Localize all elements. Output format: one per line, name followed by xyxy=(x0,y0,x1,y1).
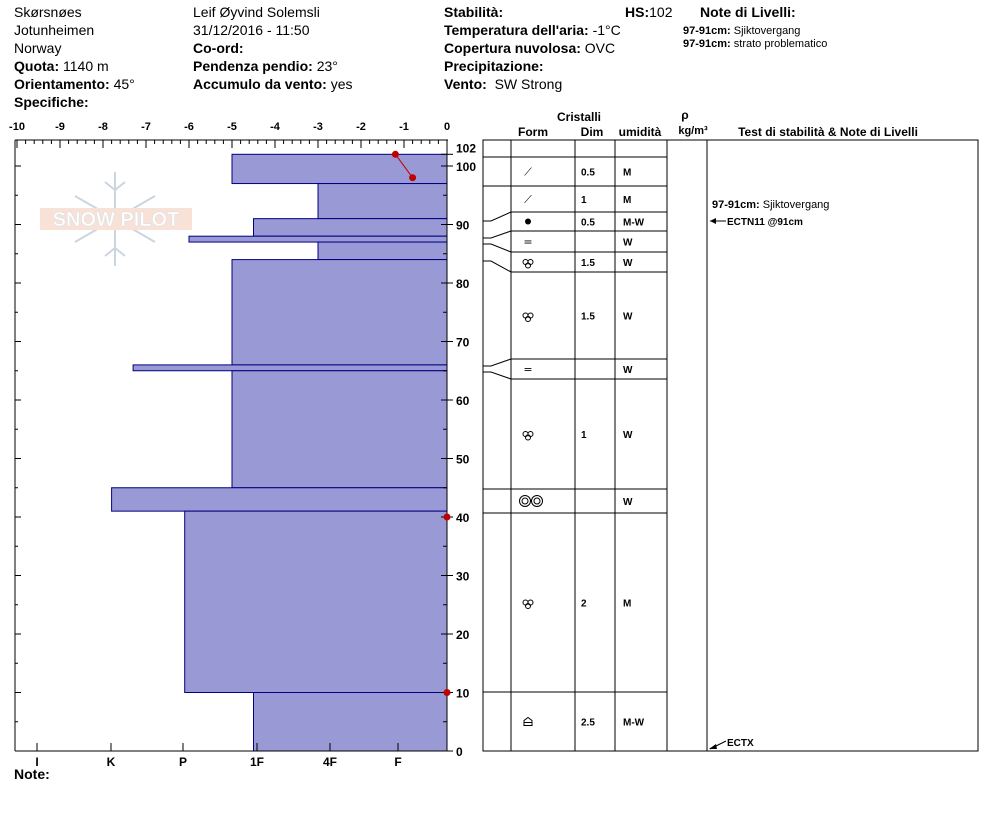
logo-text: SNOW PILOT xyxy=(52,209,180,231)
crystals-header: Cristalli xyxy=(556,110,602,124)
temp-tick-label-9: -1 xyxy=(399,121,409,133)
temp-marker-1 xyxy=(444,689,451,696)
hardness-tick-label-1: K xyxy=(106,755,116,769)
temp-tick-label-8: -2 xyxy=(356,121,366,133)
hardness-bar-8 xyxy=(112,488,447,511)
air-temperature: Temperatura dell'aria: -1°C xyxy=(444,22,621,38)
crystal-size-9: 2 xyxy=(581,598,587,610)
grain-circle xyxy=(526,435,531,440)
table-frame xyxy=(483,140,978,751)
grain-circle xyxy=(528,260,533,265)
crystal-form-icon-8 xyxy=(520,496,543,507)
height-tick-label-8: 80 xyxy=(456,277,470,291)
temp-tick-label-2: -8 xyxy=(98,121,108,133)
height-tick-label-4: 40 xyxy=(456,511,470,525)
hardness-bar-6 xyxy=(133,365,447,371)
cloud-cover: Copertura nuvolosa: OVC xyxy=(444,40,616,56)
crystal-form-icon-2 xyxy=(525,219,531,225)
temperature-point-1 xyxy=(409,174,416,181)
arrow-left-icon xyxy=(709,744,717,749)
height-tick-label-10: 100 xyxy=(456,160,477,174)
observer-name: Leif Øyvind Solemsli xyxy=(193,4,320,20)
temperature-point-0 xyxy=(392,151,399,158)
temp-tick-label-1: -9 xyxy=(55,121,65,133)
snow-pilot-logo xyxy=(40,172,192,266)
temp-tick-label-0: -10 xyxy=(9,121,25,133)
height-tick-label-1: 10 xyxy=(456,686,470,701)
crystal-form-icon-10 xyxy=(524,718,532,726)
height-tick-label-2: 20 xyxy=(456,628,470,642)
layer-notes-title: Note di Livelli: xyxy=(700,4,796,20)
temp-tick-label-3: -7 xyxy=(141,121,151,133)
crystal-form-icon-7 xyxy=(523,432,533,441)
hardness-tick-label-5: F xyxy=(394,755,402,769)
cup-shape xyxy=(524,718,532,726)
temp-tick-label-5: -5 xyxy=(227,121,237,133)
precipitation-label: Precipitazione: xyxy=(444,58,544,74)
grain-circle xyxy=(526,317,531,322)
crystal-form-icon-1: ⟋ xyxy=(524,193,532,206)
stability-note-layer xyxy=(712,199,829,211)
note-label: Note: xyxy=(14,766,50,782)
crystal-form-icon-0: ⟋ xyxy=(524,165,532,179)
dim-header: Dim xyxy=(580,125,604,139)
height-tick-label-11: 102 xyxy=(456,141,477,156)
crystal-size-0: 0.5 xyxy=(581,167,595,179)
height-tick-label-3: 30 xyxy=(456,569,470,584)
hardness-bar-7 xyxy=(232,371,447,488)
hardness-bar-5 xyxy=(232,260,447,365)
coordinates-label: Co-ord: xyxy=(193,40,244,56)
snow-height: HS:102 xyxy=(625,4,673,20)
wetness-value-10: M-W xyxy=(623,717,645,729)
wind: Vento: SW Strong xyxy=(444,76,563,92)
wetness-value-4: W xyxy=(623,258,633,269)
form-header: Form xyxy=(518,125,548,139)
density-unit: kg/m³ xyxy=(678,125,708,137)
hardness-bar-9 xyxy=(185,511,447,692)
crystal-size-10: 2.5 xyxy=(581,717,595,729)
grain-circle xyxy=(528,432,533,437)
layer-connector-4 xyxy=(483,244,511,252)
crystal-size-4: 1.5 xyxy=(581,258,595,269)
round-outer xyxy=(532,496,543,507)
observation-datetime: 31/12/2016 - 11:50 xyxy=(193,22,310,38)
layer-connector-6 xyxy=(483,359,511,366)
height-tick-label-6: 60 xyxy=(456,394,470,408)
layer-connector-5 xyxy=(483,261,511,272)
crystal-form-icon-9 xyxy=(523,600,533,609)
temp-tick-label-10: 0 xyxy=(443,121,451,133)
height-tick-label-0: 0 xyxy=(456,745,463,759)
hardness-tick-label-2: P xyxy=(178,755,188,769)
hardness-bar-1 xyxy=(318,184,447,219)
grain-circle xyxy=(528,600,533,605)
wind-loading: Accumulo da vento: yes xyxy=(193,76,353,92)
grain-circle xyxy=(526,604,531,609)
height-tick-label-9: 90 xyxy=(456,218,470,233)
grain-circle xyxy=(523,600,528,605)
wetness-value-1: M xyxy=(623,195,632,206)
wetness-value-9: M xyxy=(623,598,632,610)
height-tick-label-5: 50 xyxy=(456,452,470,467)
crystal-size-5: 1.5 xyxy=(581,311,595,323)
mountain-range: Jotunheimen xyxy=(14,22,95,38)
tests-header: Test di stabilità & Note di Livelli xyxy=(738,125,918,139)
aspect: Orientamento: 45° xyxy=(14,76,135,92)
stability-test-ect-91: ECTN11 @91cm xyxy=(727,217,803,228)
temp-marker-0 xyxy=(444,514,451,521)
round-inner xyxy=(534,498,540,504)
temp-tick-label-6: -4 xyxy=(270,121,280,133)
grain-circle xyxy=(523,432,528,437)
stability-note-text: Sjiktovergang xyxy=(762,199,830,211)
hardness-tick-label-3: 1F xyxy=(249,755,265,769)
grain-circle xyxy=(523,313,528,318)
wetness-value-6: W xyxy=(623,365,633,376)
layer-note-1: 97-91cm: Sjiktovergang xyxy=(683,25,801,37)
slope-angle: Pendenza pendio: 23° xyxy=(193,58,338,74)
wetness-value-7: W xyxy=(623,430,633,441)
layer-connector-3 xyxy=(483,231,511,238)
temp-tick-label-7: -3 xyxy=(313,121,323,133)
crystal-form-icon-6: = xyxy=(523,363,533,376)
wetness-value-0: M xyxy=(623,167,632,179)
hardness-bar-2 xyxy=(254,219,448,237)
round-inner xyxy=(522,498,528,504)
crystal-form-icon-5 xyxy=(523,313,533,322)
hardness-tick-label-4: 4F xyxy=(322,755,338,769)
wetness-value-3: W xyxy=(623,237,633,249)
hardness-bar-4 xyxy=(318,242,447,260)
crystal-size-7: 1 xyxy=(581,430,587,441)
country: Norway xyxy=(14,40,62,56)
grain-circle xyxy=(526,263,531,268)
arrow-left-icon xyxy=(710,218,716,224)
layer-connector-7 xyxy=(483,372,511,379)
density-symbol: ρ xyxy=(681,108,689,122)
stability-note-range: 97-91cm: xyxy=(712,199,763,211)
wetness-value-8: W xyxy=(623,497,633,508)
wetness-value-5: W xyxy=(623,311,633,323)
hardness-bar-3 xyxy=(189,236,447,242)
crystal-form-icon-4 xyxy=(523,260,533,269)
layer-note-2: 97-91cm: strato problematico xyxy=(683,38,828,50)
grain-circle xyxy=(528,313,533,318)
stability-label: Stabilità: xyxy=(444,4,504,20)
specifics-label: Specifiche: xyxy=(14,94,89,110)
crystal-size-1: 1 xyxy=(581,195,587,206)
wetness-header: umidità xyxy=(618,125,662,139)
wetness-value-2: M-W xyxy=(623,217,645,229)
location-name: Skørsnøes xyxy=(14,4,82,20)
grain-circle xyxy=(523,260,528,265)
crystal-form-icon-3: = xyxy=(523,235,533,249)
crystal-size-2: 0.5 xyxy=(581,217,595,229)
hardness-bar-10 xyxy=(254,693,448,752)
hardness-tick-label-0: I xyxy=(35,755,39,769)
layer-connector-2 xyxy=(483,212,511,221)
height-tick-label-7: 70 xyxy=(456,335,470,350)
elevation: Quota: 1140 m xyxy=(14,58,109,74)
stability-test-ectx: ECTX xyxy=(727,738,754,749)
temp-tick-label-4: -6 xyxy=(184,121,194,133)
round-outer xyxy=(520,496,531,507)
